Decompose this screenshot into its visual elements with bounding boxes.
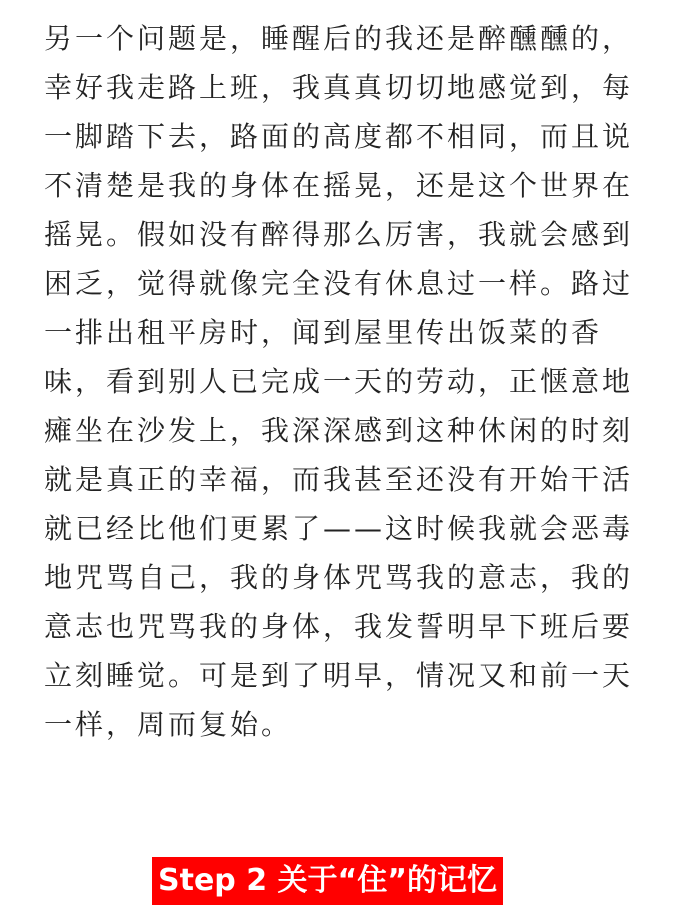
article-line: 就已经比他们更累了——这时候我就会恶毒 bbox=[44, 512, 634, 545]
article-line: 就是真正的幸福，而我甚至还没有开始干活 bbox=[44, 463, 634, 496]
article-line: 一脚踏下去，路面的高度都不相同，而且说 bbox=[44, 120, 634, 153]
article-line: 瘫坐在沙发上，我深深感到这种休闲的时刻 bbox=[44, 414, 634, 447]
section-heading bbox=[152, 857, 503, 905]
article-line: 不清楚是我的身体在摇晃，还是这个世界在 bbox=[44, 169, 634, 202]
article-line: 意志也咒骂我的身体，我发誓明早下班后要 bbox=[44, 610, 634, 643]
section-heading-text: Step 2 关于“住”的记忆 bbox=[158, 863, 497, 898]
article-line: 幸好我走路上班，我真真切切地感觉到，每 bbox=[44, 71, 634, 104]
article-line: 味，看到别人已完成一天的劳动，正惬意地 bbox=[44, 365, 634, 398]
article-line: 摇晃。假如没有醉得那么厉害，我就会感到 bbox=[44, 218, 634, 251]
article-body bbox=[44, 14, 644, 749]
article-line: 一排出租平房时，闻到屋里传出饭菜的香 bbox=[44, 316, 603, 349]
article-line: 一样，周而复始。 bbox=[44, 708, 293, 741]
article-line: 困乏，觉得就像完全没有休息过一样。路过 bbox=[44, 267, 634, 300]
article-line: 地咒骂自己，我的身体咒骂我的意志，我的 bbox=[44, 561, 634, 594]
article-line: 另一个问题是，睡醒后的我还是醉醺醺的， bbox=[44, 22, 634, 55]
article-line: 立刻睡觉。可是到了明早，情况又和前一天 bbox=[44, 659, 634, 692]
